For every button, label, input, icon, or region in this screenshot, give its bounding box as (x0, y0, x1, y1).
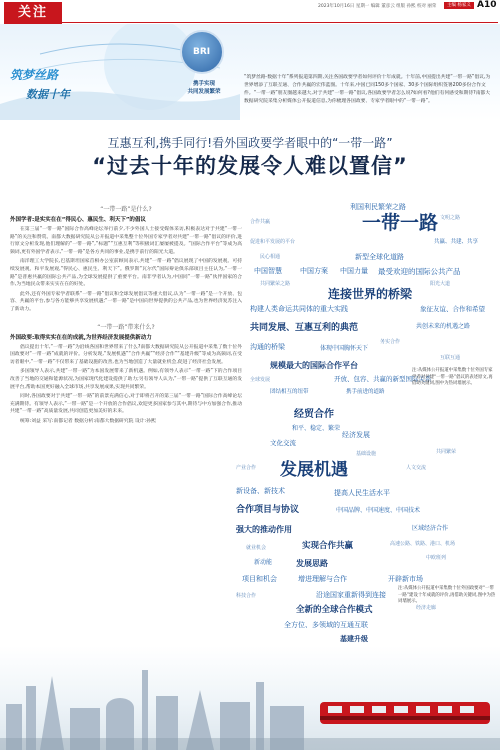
masthead (0, 0, 500, 20)
editor-badge: 主编 杨家义 (444, 2, 474, 9)
cloud2-word: 就业机会 (246, 545, 267, 551)
train-window (328, 706, 342, 713)
cloud1-word: 促进和平发展的平台 (250, 239, 296, 245)
cloud1-word: 共创未来的机遇之路 (416, 323, 471, 330)
cloud1-word: 最受欢迎的国际公共产品 (378, 267, 461, 276)
cloud1-word: 沟通的桥梁 (250, 343, 285, 351)
cloud2-word: 共同繁荣 (436, 449, 457, 455)
bri-emblem-text: BRI (193, 47, 211, 57)
cloud2-word: 区域经济合作 (412, 525, 449, 532)
cloud2-word: 提高人民生活水平 (334, 489, 390, 497)
series-logo-line2: 数据十年 (26, 88, 70, 101)
dateline: 2023年10月16日 星期一 编辑 董彦云 组版 孙熙 校对 丽荣 (318, 4, 437, 9)
section1-paragraph: 此外,还有外国专家学者联系“一带一路”倡议和全球发展倡议等重大倡议,认为“一带一路”是一个开放、包容、共赢的平台,参与各方能够共享发展机遇;“一带一路”是中国向世界提供的公共产品,也为世界经济复苏注入了新动力。 (10, 291, 242, 312)
section1-paragraph: 在第三届“一带一路”国际合作高峰论坛举行前夕,不少外国人士接受媒体采访,积极表达对于共建“一带一路”的关注和赞赏。南都大数据研究院从公开报道中采集整十位外国专家学者对共建“一带一路”倡议的评价,进行原文分析发现,他们理解的“一带一路”,“标题”“互惠互利”等积极词汇屡屡被提及。“国际合作平台”等成为高频词,更有外国学者表示,“一带一路”是各方共同的事业,是携手前行的阳光大道。 (10, 227, 242, 255)
cloud2-word: 项目和机会 (242, 575, 277, 583)
cloud1-word: 规模最大的国际合作平台 (270, 361, 358, 370)
series-logo-line1: 筑梦丝路 (10, 68, 59, 82)
cloud2-word: 实现合作共赢 (302, 541, 354, 551)
left-column (10, 200, 242, 425)
cloud1-word: 合作共赢 (250, 219, 271, 225)
cloud1-word: 团结相互的纽带 (270, 389, 309, 395)
header-illustration (0, 24, 500, 120)
cloud1-word: 全球发展 (250, 377, 271, 383)
byline: 统筹:刘益 采写:南都记者 数据分析:南都大数据研究院 设计:孙熙 (20, 418, 156, 424)
headline: “过去十年的发展令人难以置信” (92, 154, 408, 178)
cloud1-word: 中国力量 (340, 267, 368, 275)
cloud2-word: 高速公路、铁路、港口、机场 (390, 541, 456, 547)
cloud1-word: 构建人类命运共同体的重大实践 (250, 305, 348, 313)
series-logo (10, 66, 100, 110)
cloud2-word: 经贸合作 (294, 409, 334, 420)
ground-shape (0, 738, 500, 750)
cloud2-note: 注:从媒体公开报道中采集数十位外国政要对“一带一路”建设十年成就的评价,再借助关键词,图中为热词墙展示。 (398, 586, 496, 605)
cloud2-word: 开辟新市场 (388, 575, 423, 583)
cloud1-word: 连接世界的桥梁 (328, 287, 413, 301)
cloud1-word: 文明之路 (440, 215, 461, 221)
cloud2-word: 发展机遇 (280, 460, 348, 480)
cloud2-word: 全方位、多领域的互通互联 (284, 621, 368, 629)
section2-paragraph: 同时,各国政要对于共建“一带一路”的前景充满信心,对于即将召开的第三届“一带一路”国际合作高峰论坛充满期待。有领导人表示,“一带一路”是一个开放的合作倡议,欢迎更多国家参与其中,期待与中方加强合作,推动共建“一带一路”高质量发展,共同创造更加美好的未来。 (10, 394, 242, 415)
kicker: 互惠互利,携手同行!看外国政要学者眼中的“一带一路” (107, 136, 393, 150)
section2-paragraph: 倡议提出十年,“一带一路”为沿线各国和世界带来了什么?南都大数据研究院从公开报道中采集了数十位外国政要对“一带一路”成就的评价。分析发现,“发展机遇”“合作共赢”“经济合作”“基建升级”等成为高频词,在受访者眼中,“一带一路”不仅带来了基础设施的改善,也为当地创造了大量就业机会,促进了经济社会发展。 (10, 344, 242, 365)
cloud1-note: 注:从媒体公开报道中采集数十位外国专家学者对共建“一带一路”倡议的表述原文,再借助关键词,图中为热词墙展示。 (412, 368, 493, 387)
train-window (350, 706, 364, 713)
cloud1-word: 共同发展、互惠互利的典范 (250, 323, 359, 333)
cloud1-word: 体现中国胸怀天下 (320, 345, 369, 352)
cloud1-word: 新型全球化道路 (355, 253, 404, 261)
cloud1-word: 象征友谊、合作和希望 (420, 305, 485, 313)
cloud2-word: 合作项目与协议 (236, 505, 300, 515)
cloud2-word: 沿途国家重新得到连接 (316, 591, 386, 599)
cloud1-word: 共同繁荣之路 (260, 281, 291, 287)
cloud1-word: 互联互通 (440, 355, 461, 361)
cloud2-word: 中国品牌、中国速度、中国技术 (336, 507, 421, 514)
page-number: A10 (477, 0, 497, 10)
train-window (372, 706, 386, 713)
cloud2-word: 全新的全球合作模式 (296, 605, 373, 615)
cloud1-word: 利国利民繁荣之路 (350, 203, 406, 211)
section2-title: “一带一路”带来什么? (97, 323, 155, 331)
train-window (394, 706, 408, 713)
section1-paragraph: 南洋理工大学院长,巴基斯坦国家首相办公室前顾问表示,共建“一带一路”倡议展现了中国的发展观、可持续发展观、和平发展观,“得民心、惠民生、利天下”。俄罗斯“瓦尔代”国际辩论俱乐部项目主任认为,“一带一路”是普惠共赢的国际公共产品,为全球发展提供了重要平台。南非学者认为,中国同“一带一路”伙伴国家的合作,为当地民众带来实实在在的好处。 (10, 259, 242, 288)
cloud1-word: 中国方案 (300, 267, 328, 275)
section1-title: “一带一路”是什么? (100, 206, 152, 213)
cloud2-word: 强大的推动作用 (236, 525, 292, 534)
section1-subhead: 外国学者:是实实在在“得民心、惠民生、利天下”的倡议 (10, 217, 146, 223)
cloud2-word: 科技合作 (236, 593, 257, 599)
cloud1-word: 携手前进的道路 (346, 389, 385, 395)
cloud1-word: 民心相通 (260, 254, 281, 260)
cloud2-word: 新设备、新技术 (236, 487, 285, 495)
cloud2-word: 产业合作 (236, 465, 257, 471)
bri-emblem-icon (180, 30, 224, 74)
cloud2-word: 基建升级 (340, 635, 368, 643)
cloud2-word: 经济走廊 (416, 605, 437, 611)
cloud1-word: 开放、包容、共赢的新型国际关系 (334, 375, 432, 383)
cloud1-word: 务实合作 (380, 339, 401, 345)
cloud1-word: 共赢、共建、共享 (434, 239, 479, 245)
cloud1-word: 阳光大道 (430, 281, 451, 287)
cloud2-word: 文化交流 (270, 439, 296, 447)
emblem-caption: 携手实现 共同发展繁荣 (187, 81, 221, 95)
cloud1-word: 一带一路 (362, 212, 439, 234)
train-stripe (320, 716, 490, 720)
cloud2-word: 基础设施 (356, 451, 377, 457)
section-tag: 关注 (4, 2, 62, 24)
train-window (460, 706, 474, 713)
cloud2-word: 和平、稳定、繁荣 (292, 425, 341, 432)
cloud2-word: 中欧班列 (426, 555, 447, 561)
skyline-illustration (0, 646, 500, 750)
train-window (416, 706, 430, 713)
intro-paragraph: “筑梦丝路·数据十年”系列报道第四期,关注各国政要学者如何评价十年成就。十年前,中国提出共建“一带一路”倡议,为世界增添了互联互通、合作共赢的宏伟蓝图。十年来,中国已同150多个国家、30多个国际组织签署200多份合作文件。“一带一路”朋友圈越来越大,对于共建“一带一路”倡议,各国政要学者怎么说?如何看?他们有何感受和期待?南都大数据研究院采集分析媒体公开报道信息,为你梳理各国政要、专家学者眼中的“一带一路”。 (244, 75, 491, 104)
skyline-drawing (0, 646, 500, 750)
cloud2-word: 经济发展 (342, 431, 370, 439)
train-icon (320, 702, 490, 724)
section2-subhead: 外国政要:取得实实在在的成就,为世界经济发展提供新动力 (10, 334, 152, 341)
cloud1-word: 中国智慧 (254, 267, 282, 275)
train-window (438, 706, 452, 713)
masthead-rule (62, 22, 498, 23)
cloud2-word: 新动能 (254, 559, 273, 566)
cloud2-word: 人文交流 (406, 465, 427, 471)
cloud2-word: 增进理解与合作 (298, 575, 347, 583)
word-cloud-politicians (236, 406, 496, 646)
section2-paragraph: 多国领导人表示,共建“一带一路”为本国发展带来了新机遇。例如,有领导人表示“一带一路”下的合作项目改善了当地的交通和能源状况,为国家现代化建设提供了助力;另有领导人认为,“一带一路”提供了互联互通的发展平台,帮助本国更好融入全球市场,共享发展成果,实现共同繁荣。 (10, 369, 242, 390)
cloud2-word: 发展思路 (296, 559, 328, 568)
